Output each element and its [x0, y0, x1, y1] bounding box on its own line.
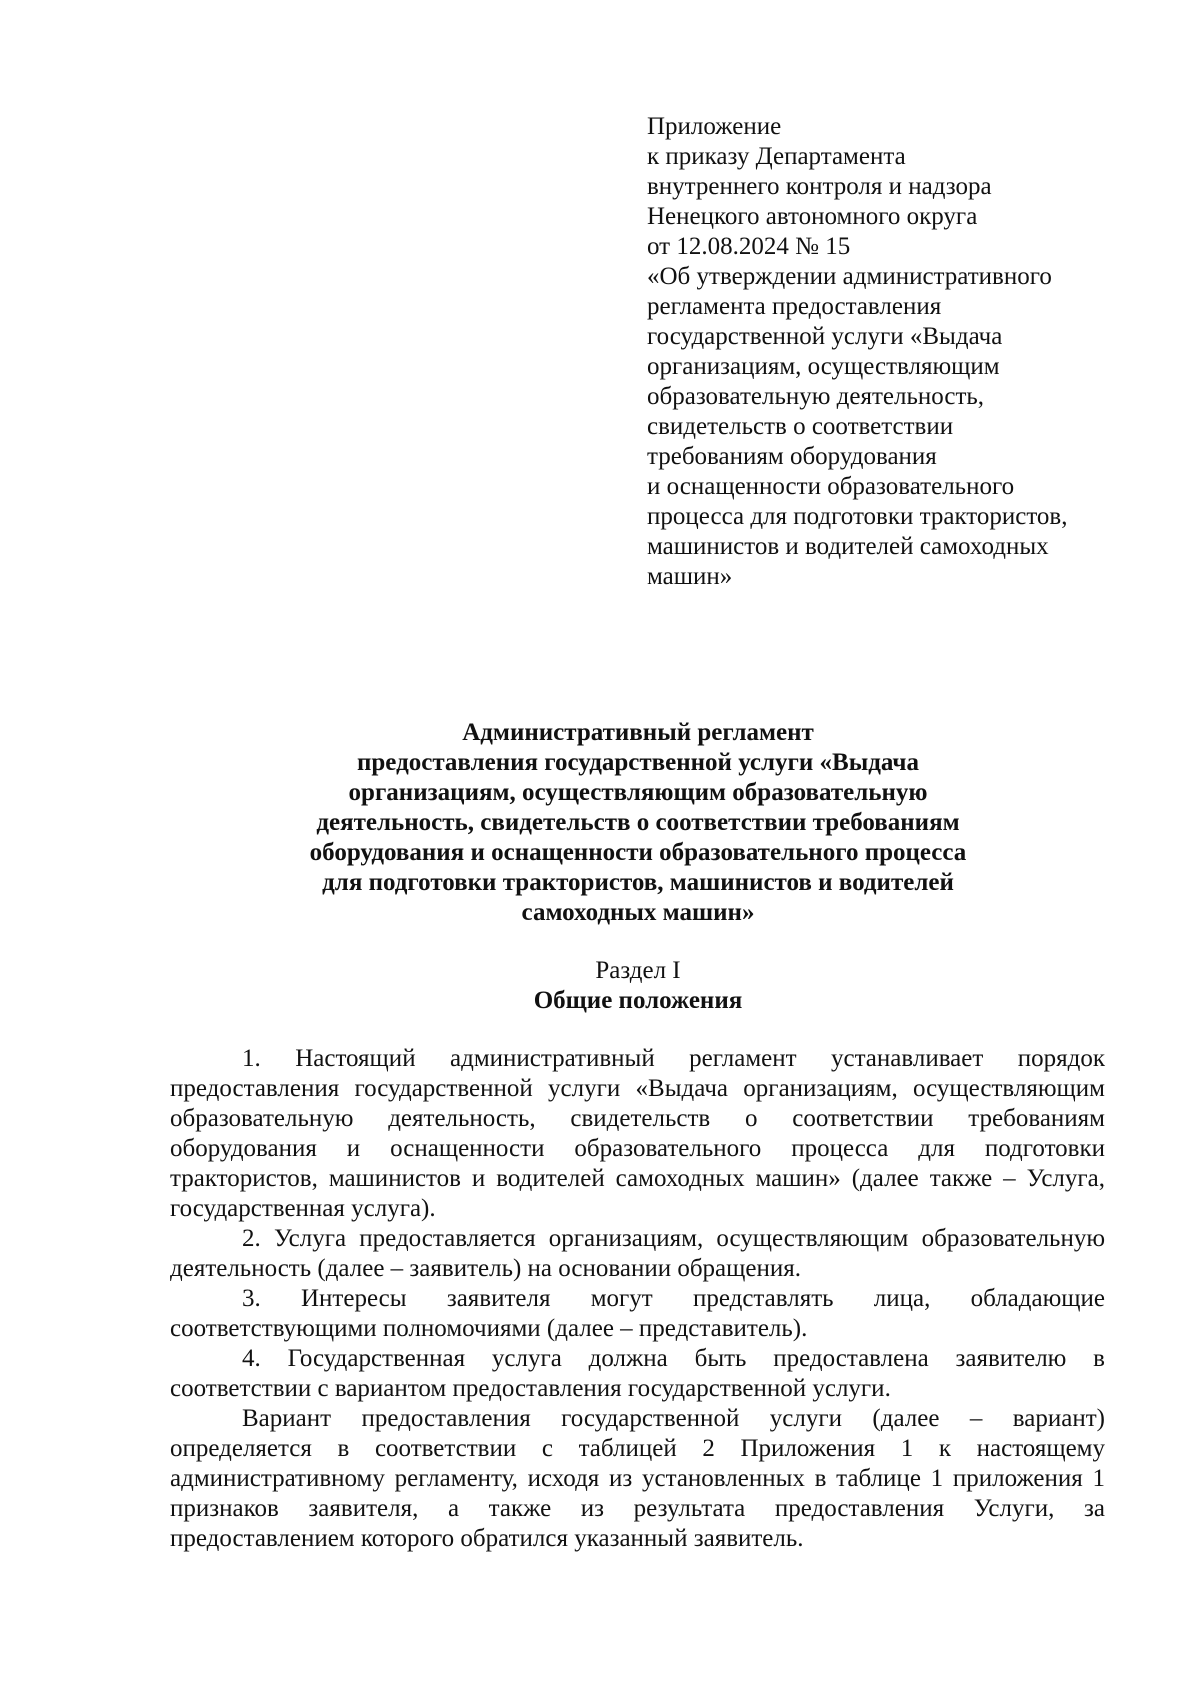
document-body	[170, 1044, 1105, 1554]
appendix-line: от 12.08.2024 № 15	[647, 233, 851, 260]
title-line: предоставления государственной услуги «Выдача	[357, 749, 919, 776]
document-title	[170, 718, 1106, 928]
title-line: организациям, осуществляющим образовательную	[348, 779, 928, 806]
paragraph: 3. Интересы заявителя могут представлять лица, обладающие соответствующими полномочиями (далее – представитель).	[170, 1285, 1105, 1342]
section-name: Общие положения	[533, 987, 743, 1014]
appendix-line: образовательную деятельность,	[647, 383, 985, 410]
appendix-line: машинистов и водителей самоходных	[647, 533, 1049, 560]
appendix-line: процесса для подготовки трактористов,	[647, 503, 1068, 530]
appendix-line: «Об утверждении административного	[647, 263, 1052, 290]
title-line: самоходных машин»	[521, 899, 755, 926]
appendix-line: Приложение	[647, 113, 782, 140]
paragraph: 4. Государственная услуга должна быть предоставлена заявителю в соответствии с вариантом предоставления государственной услуги.	[170, 1345, 1105, 1402]
appendix-line: организациям, осуществляющим	[647, 353, 1000, 380]
appendix-line: свидетельств о соответствии	[647, 413, 954, 440]
title-line: для подготовки трактористов, машинистов и водителей	[322, 869, 954, 896]
title-line: оборудования и оснащенности образовательного процесса	[309, 839, 967, 866]
section-heading	[170, 956, 1106, 1016]
title-line: Административный регламент	[462, 719, 814, 746]
appendix-header	[647, 112, 1117, 592]
appendix-line: и оснащенности образовательного	[647, 473, 1015, 500]
appendix-line: Ненецкого автономного округа	[647, 203, 978, 230]
appendix-line: машин»	[647, 563, 733, 590]
paragraph: 2. Услуга предоставляется организациям, осуществляющим образовательную деятельность (далее – заявитель) на основании обращения.	[170, 1225, 1105, 1282]
appendix-line: к приказу Департамента	[647, 143, 906, 170]
appendix-line: требованиям оборудования	[647, 443, 937, 470]
appendix-line: внутреннего контроля и надзора	[647, 173, 992, 200]
paragraph: 1. Настоящий административный регламент устанавливает порядок предоставления государственной услуги «Выдача организациям, осуществляющим образовательную деятельность, свидетельств о соответствии требованиям оборудования и оснащенности образовательного процесса для подготовки трактористов, машинистов и водителей самоходных машин» (далее также – Услуга, государственная услуга).	[170, 1045, 1105, 1222]
appendix-line: государственной услуги «Выдача	[647, 323, 1003, 350]
paragraph: Вариант предоставления государственной услуги (далее – вариант) определяется в соответствии с таблицей 2 Приложения 1 к настоящему административному регламенту, исходя из установленных в таблице 1 приложения 1 признаков заявителя, а также из результата предоставления Услуги, за предоставлением которого обратился указанный заявитель.	[170, 1405, 1105, 1552]
appendix-line: регламента предоставления	[647, 293, 942, 320]
title-line: деятельность, свидетельств о соответствии требованиям	[316, 809, 960, 836]
section-number: Раздел I	[595, 957, 681, 984]
